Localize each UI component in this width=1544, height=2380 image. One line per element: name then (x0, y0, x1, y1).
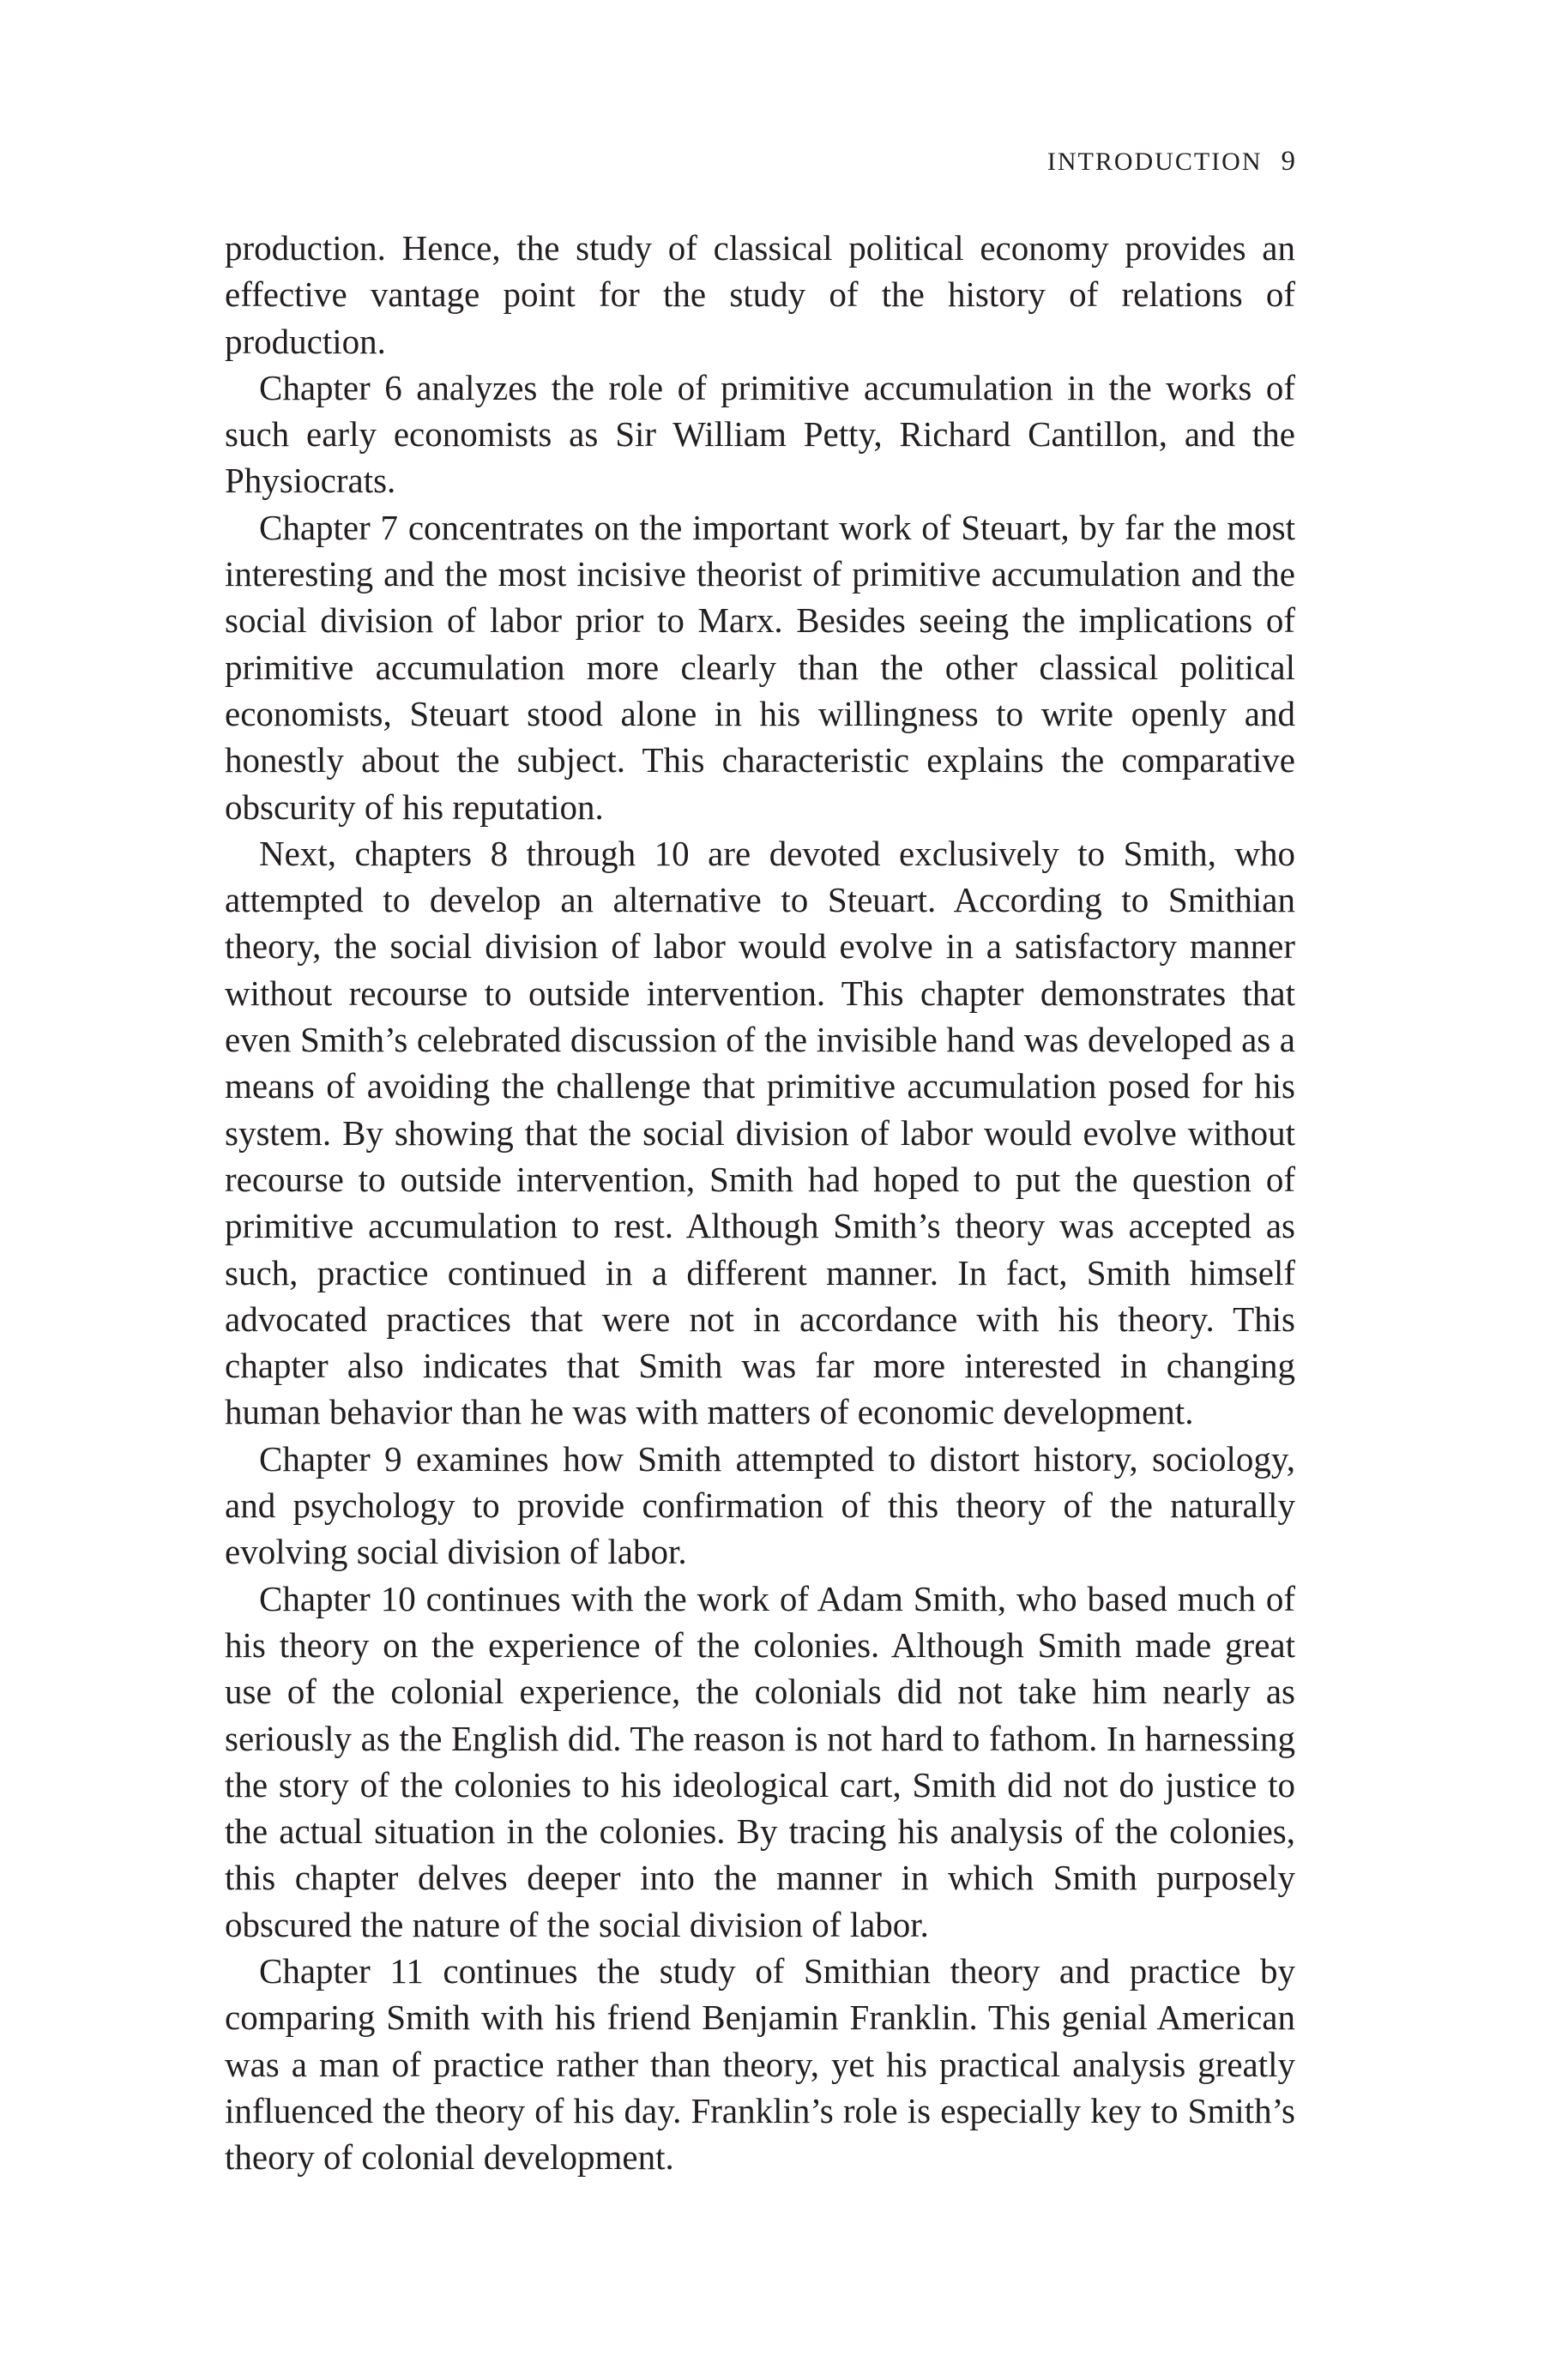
paragraph-continuation: production. Hence, the study of classical political economy provides an effective vantage point for the study of the history of relations of production. (225, 228, 1295, 361)
paragraph-chapter-11: Chapter 11 continues the study of Smithian theory and practice by comparing Smith with his friend Benjamin Franklin. This genial American was a man of practice rather than theory, yet his practical analysis greatly influenced the theory of his day. Franklin’s role is especially key to Smith’s theory of colonial development. (225, 1950, 1295, 2178)
running-head (926, 144, 1295, 179)
running-title: INTRODUCTION (1046, 148, 1263, 176)
paragraph-chapter-10: Chapter 10 continues with the work of Adam Smith, who based much of his theory on the experience of the colonies. Although Smith made great use of the colonial experience, the colonials did not take him nearly as seriously as the English did. The reason is not hard to fathom. In harnessing the story of the colonies to his ideological cart, Smith did not do justice to the actual situation in the colonies. By tracing his analysis of the colonies, this chapter delves deeper into the manner in which Smith purposely obscured the nature of the social division of labor. (225, 1578, 1295, 1944)
paragraph-chapters-8-10: Next, chapters 8 through 10 are devoted exclusively to Smith, who attempted to develop an alternative to Steuart. According to Smithian theory, the social division of labor would evolve in a satisfactory manner without recourse to outside intervention. This chapter demonstrates that even Smith’s celebrated discussion of the invisible hand was developed as a means of avoiding the challenge that primitive accumulation posed for his system. By showing that the social division of labor would evolve without recourse to outside intervention, Smith had hoped to put the question of primitive accumulation to rest. Although Smith’s theory was accepted as such, practice continued in a different manner. In fact, Smith himself advocated practices that were not in accordance with his theory. This chapter also indicates that Smith was far more interested in changing human behavior than he was with matters of economic development. (225, 833, 1295, 1432)
page-number: 9 (1281, 146, 1295, 177)
body-text (225, 225, 1295, 2180)
paragraph-chapter-6: Chapter 6 analyzes the role of primitive accumulation in the works of such early economists as Sir William Petty, Richard Cantillon, and the Physiocrats. (225, 367, 1295, 501)
paragraph-chapter-9: Chapter 9 examines how Smith attempted to distort history, sociology, and psychology to provide confirmation of this theory of the naturally evolving social division of labor. (225, 1438, 1295, 1572)
paragraph-chapter-7: Chapter 7 concentrates on the important work of Steuart, by far the most interesting and the most incisive theorist of primitive accumulation and the social division of labor prior to Marx. Besides seeing the implications of primitive accumulation more clearly than the other classical political economists, Steuart stood alone in his willingness to write openly and honestly about the subject. This characteristic explains the comparative obscurity of his reputation. (225, 507, 1295, 827)
